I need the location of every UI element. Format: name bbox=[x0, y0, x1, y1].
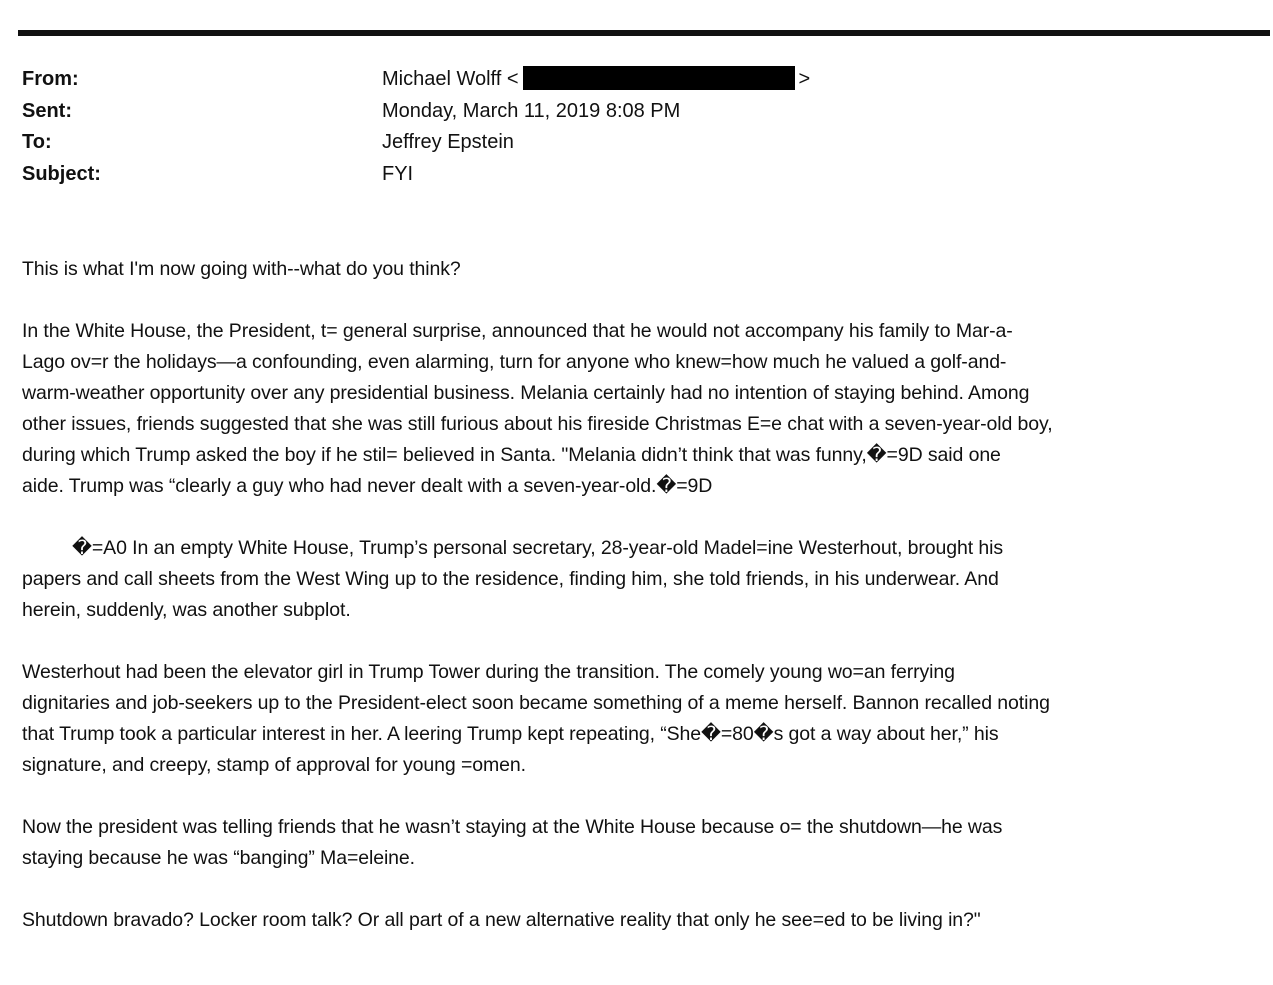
paragraph-shutdown bbox=[22, 812, 1268, 874]
body-line: herein, suddenly, was another subplot. bbox=[22, 599, 351, 621]
body-line: Shutdown bravado? Locker room talk? Or all part of a new alternative reality that only he see=ed to be living in?" bbox=[22, 909, 981, 931]
body-line: dignitaries and job-seekers up to the President-elect soon became something of a meme herself. Bannon recalled noting bbox=[22, 692, 1050, 714]
paragraph-westerhout bbox=[22, 657, 1268, 781]
body-line: other issues, friends suggested that she was still furious about his fireside Christmas E=e chat with a seven-year-old boy, bbox=[22, 413, 1053, 435]
from-value bbox=[382, 64, 810, 96]
body-line: that Trump took a particular interest in her. A leering Trump kept repeating, “She�=80�s got a way about her,” his bbox=[22, 723, 999, 745]
email-body bbox=[22, 254, 1268, 967]
body-line: during which Trump asked the boy if he stil= believed in Santa. "Melania didn’t think that was funny,�=9D said one bbox=[22, 444, 1001, 466]
email-header bbox=[22, 64, 1222, 190]
body-line: Lago ov=r the holidays—a confounding, even alarming, turn for anyone who knew=how much he valued a golf-and- bbox=[22, 351, 1007, 373]
sent-row bbox=[22, 96, 1222, 128]
paragraph-intro bbox=[22, 254, 1268, 285]
body-line: aide. Trump was “clearly a guy who had never dealt with a seven-year-old.�=9D bbox=[22, 475, 713, 497]
sent-label: Sent: bbox=[22, 99, 72, 122]
body-line: This is what I'm now going with--what do you think? bbox=[22, 258, 461, 280]
to-row bbox=[22, 127, 1222, 159]
sent-value: Monday, March 11, 2019 8:08 PM bbox=[382, 99, 681, 122]
subject-value: FYI bbox=[382, 162, 414, 185]
body-line: Now the president was telling friends that he wasn’t staying at the White House because o= the shutdown—he was bbox=[22, 816, 1003, 838]
subject-label: Subject: bbox=[22, 162, 101, 185]
body-line: signature, and creepy, stamp of approval for young =omen. bbox=[22, 754, 526, 776]
paragraph-closing bbox=[22, 905, 1268, 936]
redaction-bar bbox=[523, 66, 795, 90]
from-label: From: bbox=[22, 68, 79, 90]
subject-row bbox=[22, 159, 1222, 191]
header-divider bbox=[18, 30, 1270, 36]
body-line: Westerhout had been the elevator girl in Trump Tower during the transition. The comely young wo=an ferrying bbox=[22, 661, 955, 683]
sender-name: Michael Wolff < bbox=[382, 68, 519, 90]
body-line: papers and call sheets from the West Wing up to the residence, finding him, she told friends, in his underwear. And bbox=[22, 568, 999, 590]
body-line: staying because he was “banging” Ma=eleine. bbox=[22, 847, 415, 869]
from-row bbox=[22, 64, 1222, 96]
sender-close-bracket: > bbox=[798, 68, 811, 90]
paragraph-white-house bbox=[22, 316, 1268, 502]
paragraph-empty-white-house bbox=[22, 533, 1268, 626]
body-line: In the White House, the President, t= general surprise, announced that he would not accompany his family to Mar-a- bbox=[22, 320, 1013, 342]
body-line: warm-weather opportunity over any presidential business. Melania certainly had no intention of staying behind. Among bbox=[22, 382, 1030, 404]
body-line: �=A0 In an empty White House, Trump’s personal secretary, 28-year-old Madel=ine Westerhout, brought his bbox=[72, 537, 1003, 559]
to-value: Jeffrey Epstein bbox=[382, 131, 514, 153]
to-label: To: bbox=[22, 131, 52, 153]
